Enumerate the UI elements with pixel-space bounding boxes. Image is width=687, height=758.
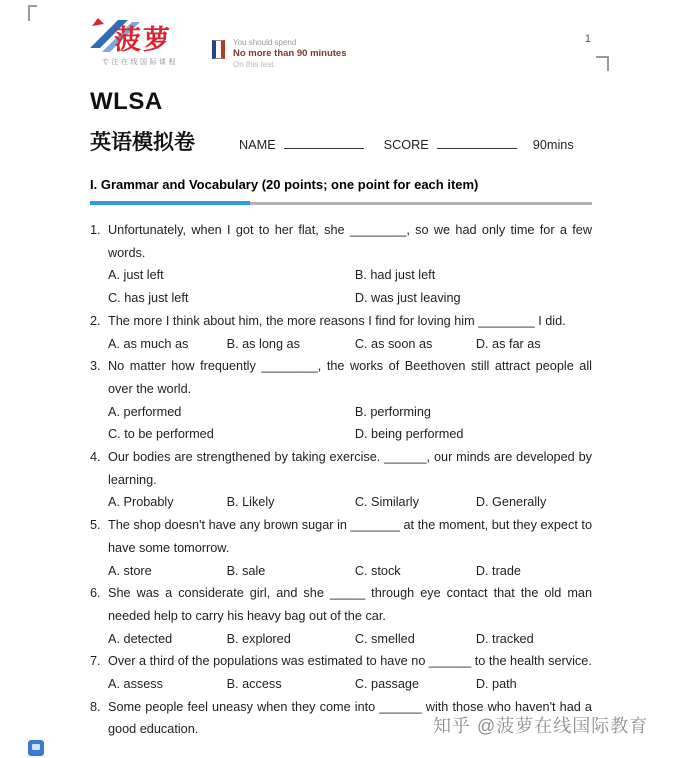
option-c: C. to be performed: [108, 427, 214, 442]
question-text: Some people feel uneasy when they come into ______ with those who haven't had a good education.: [108, 699, 592, 737]
option-d: D. being performed: [354, 427, 464, 442]
question-number: 4.: [90, 450, 101, 465]
option-a: A. performed: [108, 404, 182, 419]
question-options: [108, 560, 592, 583]
notice-line-1: You should spend: [233, 38, 297, 47]
score-label: SCORE: [383, 138, 429, 152]
section-heading: I. Grammar and Vocabulary (20 points; one point for each item): [90, 177, 479, 192]
notice-line-3: On this test: [233, 59, 274, 69]
option-a: A. store: [108, 563, 152, 578]
paper-title-row: [90, 132, 592, 153]
name-blank-line: [284, 147, 364, 149]
option-c: C. Similarly: [354, 495, 419, 510]
option-a: A. just left: [108, 268, 164, 283]
logo-tagline: 专注在线国际课程: [102, 59, 178, 66]
question-number: 6.: [90, 586, 101, 601]
score-blank-line: [437, 147, 517, 149]
question-number: 3.: [90, 359, 101, 374]
divider-blue-segment: [90, 201, 250, 205]
option-b: B. performing: [354, 404, 431, 419]
question-options: [108, 264, 592, 309]
question-number: 1.: [90, 223, 101, 237]
question-list: [90, 219, 592, 741]
page-margin-mark-top-left: [28, 5, 37, 21]
question-number: 8.: [90, 699, 101, 714]
option-d: D. Generally: [475, 495, 547, 510]
page-margin-mark-top-right: [596, 56, 609, 71]
school-title: WLSA: [90, 88, 163, 115]
question-number: 5.: [90, 518, 101, 533]
question-options: [108, 333, 592, 356]
question-text: She was a considerate girl, and she _____ through eye contact that the old man needed help to carry his heavy bag out of the car.: [108, 586, 592, 623]
question-options: [108, 628, 592, 651]
option-c: C. smelled: [354, 631, 415, 646]
question-item-6: [90, 582, 592, 650]
option-b: B. explored: [226, 631, 291, 646]
option-a: A. Probably: [108, 495, 174, 510]
question-text: Over a third of the populations was estimated to have no ______ to the health service.: [108, 654, 592, 669]
question-item-3: [90, 355, 592, 446]
question-options: [108, 491, 592, 514]
floating-tool-icon[interactable]: [28, 740, 44, 756]
question-text: The shop doesn't have any brown sugar in _______ at the moment, but they expect to have some tomorrow.: [108, 518, 592, 555]
option-a: A. detected: [108, 631, 173, 646]
option-d: D. trade: [475, 563, 521, 578]
question-text: No matter how frequently ________, the works of Beethoven still attract people all over the world.: [108, 359, 592, 396]
option-d: D. was just leaving: [354, 291, 461, 306]
question-item-2: [90, 310, 592, 355]
logo-brand-text: 菠萝: [114, 25, 172, 55]
question-item-1: [90, 219, 592, 310]
divider-gray-segment: [250, 202, 592, 205]
option-d: D. as far as: [475, 336, 541, 351]
notice-line-2: No more than 90 minutes: [233, 48, 347, 59]
question-item-4: [90, 446, 592, 514]
question-number: 7.: [90, 654, 101, 669]
option-c: C. has just left: [108, 291, 189, 306]
question-text: The more I think about him, the more reasons I find for loving him ________ I did.: [108, 313, 566, 328]
option-a: A. as much as: [108, 336, 189, 351]
document-body: [90, 0, 592, 741]
question-item-5: [90, 514, 592, 582]
question-text: Unfortunately, when I got to her flat, she ________, so we had only time for a few words.: [108, 223, 592, 260]
option-c: C. passage: [354, 677, 420, 692]
name-label: NAME: [239, 138, 276, 152]
option-b: B. Likely: [226, 495, 275, 510]
question-options: [108, 673, 592, 696]
question-item-7: [90, 650, 592, 695]
question-options: [108, 401, 592, 446]
question-text: Our bodies are strengthened by taking exercise. ______, our minds are developed by learning.: [108, 450, 592, 487]
option-c: C. stock: [354, 563, 401, 578]
option-d: D. path: [475, 677, 517, 692]
option-a: A. assess: [108, 677, 163, 692]
zhihu-watermark: 知乎 @菠萝在线国际教育: [433, 716, 649, 736]
option-c: C. as soon as: [354, 336, 433, 351]
section-divider: [90, 201, 592, 205]
option-b: B. had just left: [354, 268, 436, 283]
option-d: D. tracked: [475, 631, 534, 646]
option-b: B. sale: [226, 563, 266, 578]
paper-title: 英语模拟卷: [90, 131, 195, 154]
question-number: 2.: [90, 313, 101, 328]
option-b: B. as long as: [226, 336, 300, 351]
duration-label: 90mins: [532, 138, 574, 152]
option-b: B. access: [226, 677, 282, 692]
page-number: 1: [584, 33, 591, 45]
